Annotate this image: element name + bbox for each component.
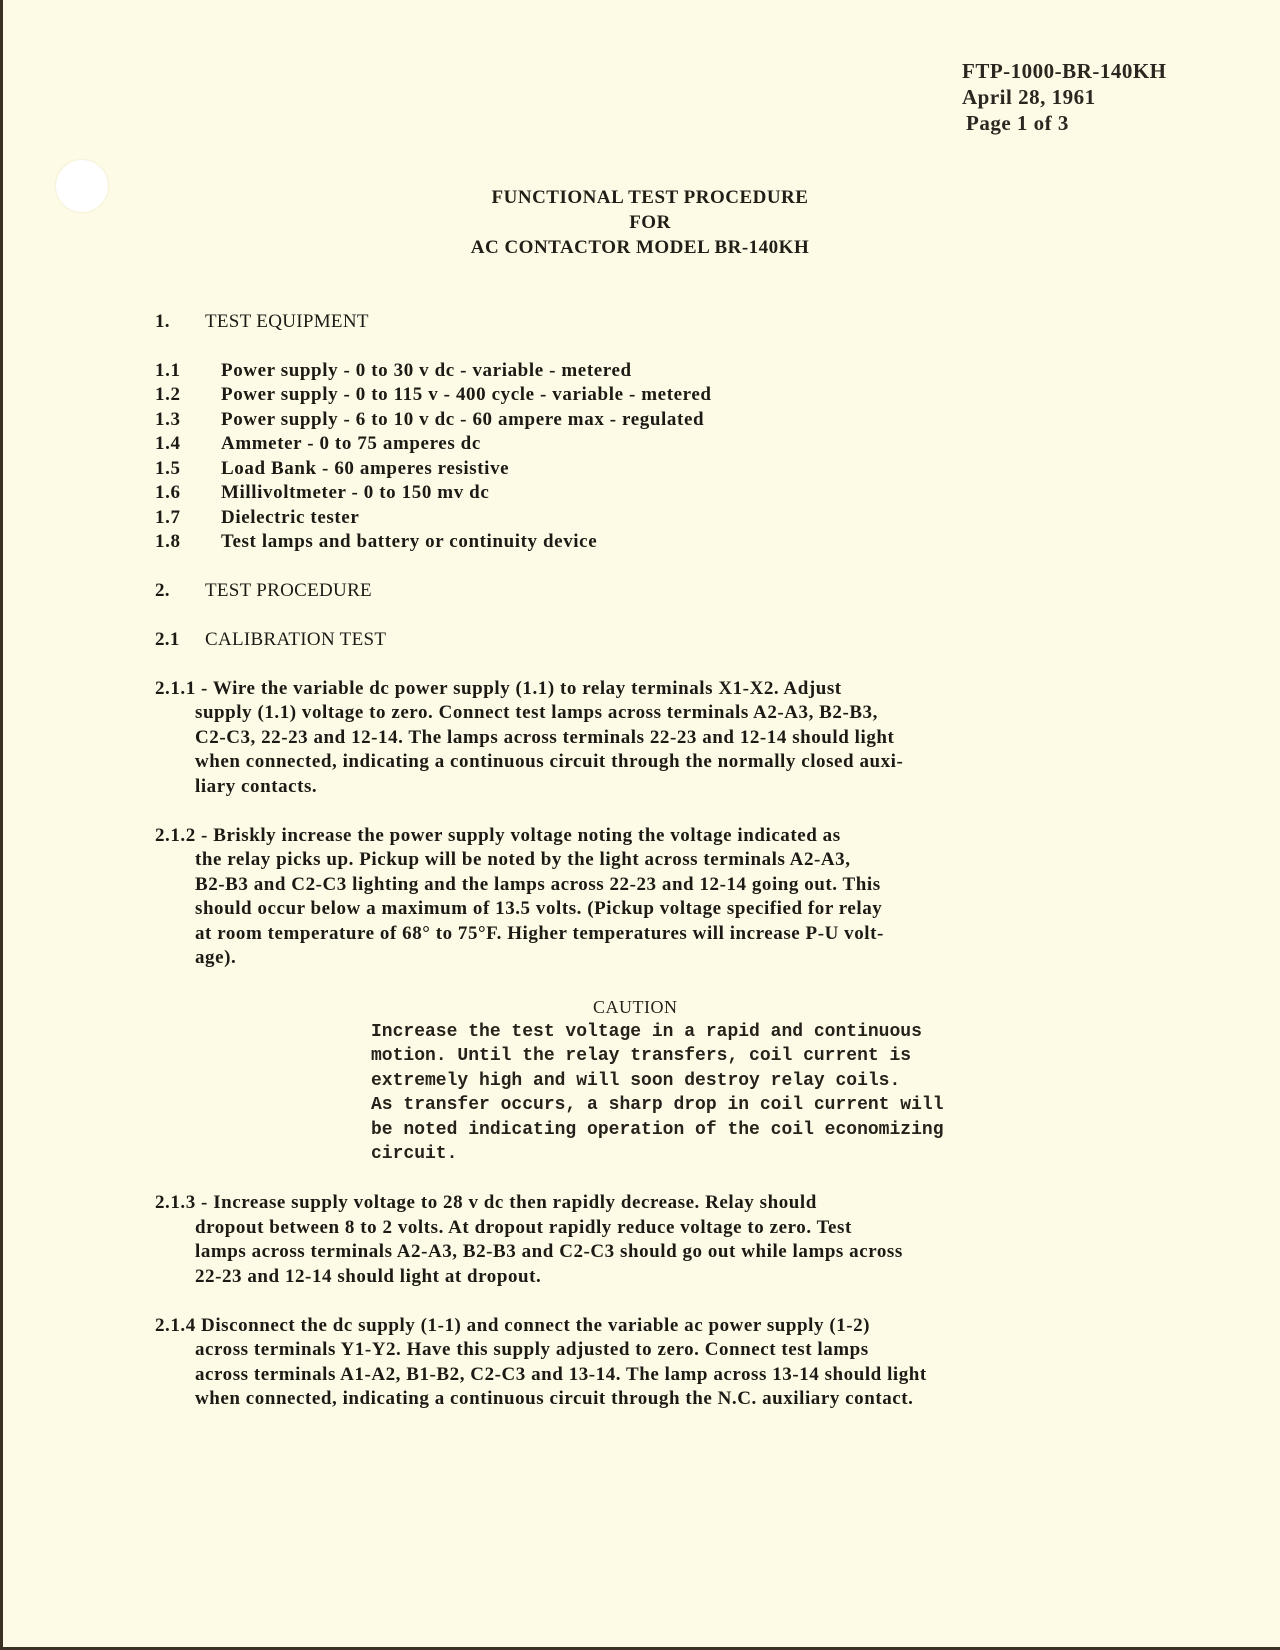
paragraph-line: lamps across terminals A2-A3, B2-B3 and C2-C3 should go out while lamps across <box>195 1241 903 1262</box>
subsection-heading-calibration-test <box>155 628 1215 653</box>
equipment-item <box>155 359 1215 384</box>
paragraph-2-1-2 <box>155 824 1215 971</box>
equipment-item <box>155 506 1215 531</box>
title-line-1: FUNCTIONAL TEST PROCEDURE <box>491 187 809 208</box>
caution-line: extremely high and will soon destroy relay coils. <box>371 1070 901 1091</box>
item-text: Power supply - 0 to 115 v - 400 cycle - variable - metered <box>221 384 712 405</box>
paragraph-line: age). <box>195 947 237 968</box>
section-title: TEST PROCEDURE <box>205 579 372 601</box>
item-number: 1.6 <box>155 482 181 503</box>
caution-line: Increase the test voltage in a rapid and continuous <box>371 1021 922 1042</box>
page-number: Page 1 of 3 <box>966 111 1069 135</box>
item-text: Load Bank - 60 amperes resistive <box>221 457 510 479</box>
paragraph-line: C2-C3, 22-23 and 12-14. The lamps across terminals 22-23 and 12-14 should light <box>195 726 895 748</box>
item-text: Millivoltmeter - 0 to 150 mv dc <box>221 482 490 503</box>
section-heading-test-procedure <box>155 579 1215 604</box>
paragraph-line: when connected, indicating a continuous circuit through the normally closed auxi- <box>195 751 904 772</box>
caution-line: be noted indicating operation of the coil economizing <box>371 1119 944 1140</box>
title-line-2: FOR <box>629 212 671 233</box>
item-number: 1.5 <box>155 457 181 479</box>
equipment-item <box>155 481 1215 506</box>
document-body <box>155 310 1215 1412</box>
subsection-number: 2.1 <box>155 628 180 650</box>
item-text: Power supply - 0 to 30 v dc - variable - metered <box>221 359 632 381</box>
item-text: Dielectric tester <box>221 506 360 528</box>
document-title <box>0 185 1280 260</box>
paragraph-line: at room temperature of 68° to 75°F. Higher temperatures will increase P-U volt- <box>195 922 884 944</box>
item-number: 1.4 <box>155 433 181 454</box>
section-heading-test-equipment <box>155 310 1215 335</box>
paragraph-line: supply (1.1) voltage to zero. Connect test lamps across terminals A2-A3, B2-B3, <box>195 702 878 723</box>
equipment-item <box>155 530 1215 555</box>
document-date: April 28, 1961 <box>962 85 1096 109</box>
document-header <box>962 58 1166 136</box>
section-number: 1. <box>155 311 170 332</box>
paragraph-line: across terminals Y1-Y2. Have this supply adjusted to zero. Connect test lamps <box>195 1339 869 1360</box>
paragraph-line: across terminals A1-A2, B1-B2, C2-C3 and 13-14. The lamp across 13-14 should light <box>195 1363 927 1385</box>
item-text: Power supply - 6 to 10 v dc - 60 ampere max - regulated <box>221 408 705 430</box>
section-number: 2. <box>155 579 170 601</box>
equipment-item <box>155 408 1215 433</box>
paragraph-2-1-3 <box>155 1191 1215 1289</box>
equipment-item <box>155 457 1215 482</box>
document-number: FTP-1000-BR-140KH <box>962 59 1167 83</box>
caution-line: circuit. <box>371 1144 458 1164</box>
paragraph-line: 22-23 and 12-14 should light at dropout. <box>195 1265 542 1287</box>
paragraph-2-1-1 <box>155 677 1215 800</box>
subsection-title: CALIBRATION TEST <box>205 628 387 650</box>
paragraph-line: 2.1.3 - Increase supply voltage to 28 v dc then rapidly decrease. Relay should <box>155 1192 817 1213</box>
caution-note <box>371 995 1051 1167</box>
equipment-item <box>155 383 1215 408</box>
paragraph-line: dropout between 8 to 2 volts. At dropout rapidly reduce voltage to zero. Test <box>195 1216 852 1238</box>
paragraph-line: the relay picks up. Pickup will be noted by the light across terminals A2-A3, <box>195 849 851 870</box>
paragraph-2-1-4 <box>155 1314 1215 1412</box>
title-line-3: AC CONTACTOR MODEL BR-140KH <box>470 237 810 258</box>
item-number: 1.3 <box>155 408 181 430</box>
item-text: Ammeter - 0 to 75 amperes dc <box>221 433 481 454</box>
section-title: TEST EQUIPMENT <box>205 311 369 332</box>
equipment-list <box>155 359 1215 555</box>
paragraph-line: when connected, indicating a continuous circuit through the N.C. auxiliary contact. <box>195 1388 914 1409</box>
caution-title: CAUTION <box>593 997 678 1017</box>
paragraph-line: 2.1.1 - Wire the variable dc power supply (1.1) to relay terminals X1-X2. Adjust <box>155 677 842 699</box>
paragraph-line: 2.1.4 Disconnect the dc supply (1-1) and connect the variable ac power supply (1-2) <box>155 1314 871 1336</box>
caution-line: As transfer occurs, a sharp drop in coil current will <box>371 1095 944 1115</box>
item-text: Test lamps and battery or continuity device <box>221 531 598 552</box>
caution-line: motion. Until the relay transfers, coil current is <box>371 1046 912 1066</box>
paragraph-line: liary contacts. <box>195 775 318 797</box>
paragraph-line: B2-B3 and C2-C3 lighting and the lamps across 22-23 and 12-14 going out. This <box>195 873 881 895</box>
paragraph-line: should occur below a maximum of 13.5 volts. (Pickup voltage specified for relay <box>195 898 883 919</box>
paragraph-line: 2.1.2 - Briskly increase the power supply voltage noting the voltage indicated as <box>155 824 841 846</box>
item-number: 1.2 <box>155 384 181 405</box>
item-number: 1.1 <box>155 359 181 381</box>
item-number: 1.7 <box>155 506 181 528</box>
item-number: 1.8 <box>155 531 181 552</box>
equipment-item <box>155 432 1215 457</box>
